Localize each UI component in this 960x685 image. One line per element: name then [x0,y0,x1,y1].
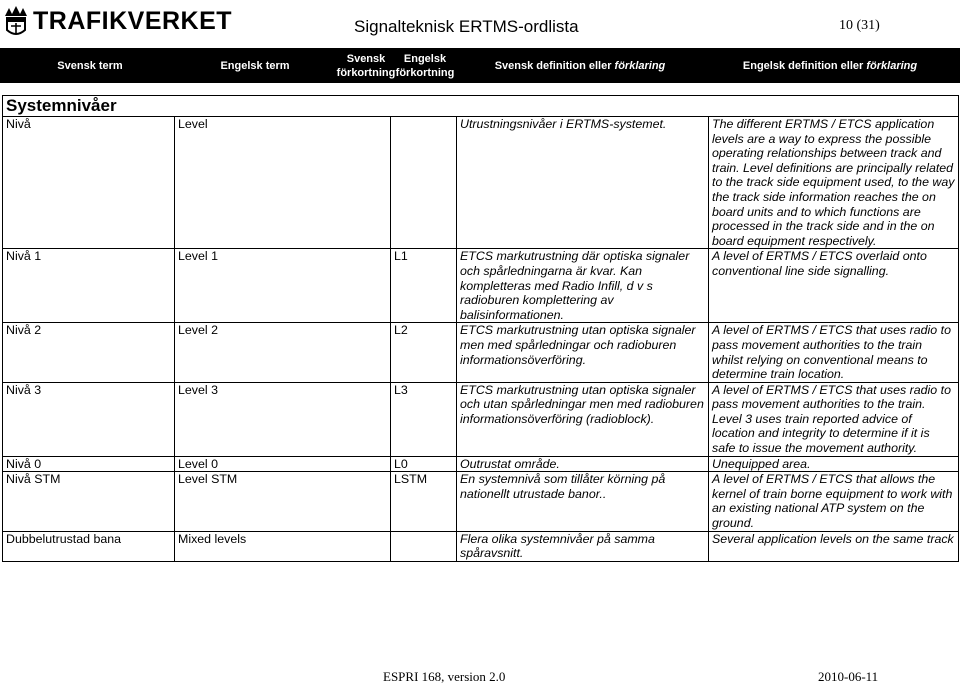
cell-abbr [391,531,457,561]
cell-sv-def: Utrustningsnivåer i ERTMS-systemet. [457,117,709,249]
cell-sv-def: ETCS markutrustning utan optiska signaler och utan spårledningar men med radioburen informationsöverföring (radioblock). [457,382,709,456]
col-svensk-forkortning-l2: förkortning [336,67,396,79]
section-row [3,96,959,117]
cell-en-term: Mixed levels [175,531,391,561]
cell-en-term: Level 1 [175,249,391,323]
cell-sv-term: Nivå 3 [3,382,175,456]
col-engelsk-definition-a: Engelsk definition eller [742,60,867,72]
cell-sv-term: Nivå [3,117,175,249]
column-header-bar [0,48,960,83]
cell-en-term: Level [175,117,391,249]
cell-abbr: L0 [391,456,457,472]
cell-en-def: Unequipped area. [709,456,959,472]
cell-abbr: L2 [391,323,457,382]
crown-icon [3,4,29,38]
table-row [3,117,959,249]
col-svensk-definition-a: Svensk definition eller [494,60,615,72]
page-number: 10 (31) [839,18,880,33]
cell-en-term: Level 0 [175,456,391,472]
cell-en-def: The different ERTMS / ETCS application levels are a way to express the possible operating relationships between track and train. Level definitions are principally related to the track side equipment used, to the way the track side information reaches the on board units and to which functions are processed in the track side and in the on board equipment respectively. [709,117,959,249]
cell-sv-term: Nivå STM [3,472,175,531]
trafikverket-logo [3,2,232,40]
section-title: Systemnivåer [3,96,959,117]
table-row [3,249,959,323]
cell-sv-def: Flera olika systemnivåer på samma spåravsnitt. [457,531,709,561]
col-engelsk-forkortning-l1: Engelsk [403,53,447,65]
table-row [3,456,959,472]
col-engelsk-definition [730,60,930,72]
cell-en-term: Level STM [175,472,391,531]
glossary-table [2,95,959,562]
document-title: Signalteknisk ERTMS-ordlista [354,17,579,36]
cell-sv-term: Dubbelutrustad bana [3,531,175,561]
col-engelsk-term: Engelsk term [220,60,290,72]
cell-sv-def: Outrustat område. [457,456,709,472]
col-engelsk-definition-b: förklaring [866,60,918,72]
col-svensk-term: Svensk term [57,60,123,72]
cell-en-def: A level of ERTMS / ETCS overlaid onto conventional line side signalling. [709,249,959,323]
col-engelsk-forkortning [392,52,458,80]
cell-sv-term: Nivå 1 [3,249,175,323]
col-svensk-definition-b: förklaring [614,60,666,72]
cell-en-term: Level 2 [175,323,391,382]
col-engelsk-forkortning-l2: förkortning [395,67,455,79]
cell-sv-def: En systemnivå som tillåter körning på nationellt utrustade banor.. [457,472,709,531]
cell-en-def: A level of ERTMS / ETCS that allows the kernel of train borne equipment to work with an existing national ATP system on the ground. [709,472,959,531]
cell-en-def: A level of ERTMS / ETCS that uses radio to pass movement authorities to the train. Level 3 uses train reported advice of location and integrity to determine if it is safe to issue the movement authority. [709,382,959,456]
table-row [3,323,959,382]
cell-en-def: A level of ERTMS / ETCS that uses radio to pass movement authorities to the train whilst relying on conventional means to determine train location. [709,323,959,382]
cell-sv-term: Nivå 0 [3,456,175,472]
cell-sv-term: Nivå 2 [3,323,175,382]
cell-abbr [391,117,457,249]
footer-date: 2010-06-11 [818,669,879,684]
cell-abbr: L3 [391,382,457,456]
cell-abbr: LSTM [391,472,457,531]
cell-sv-def: ETCS markutrustning där optiska signaler och spårledningarna är kvar. Kan kompletteras med Radio Infill, d v s radioburen komplettering av balisinformationen. [457,249,709,323]
cell-en-term: Level 3 [175,382,391,456]
col-svensk-definition [480,60,680,72]
cell-abbr: L1 [391,249,457,323]
table-row [3,382,959,456]
logo-text: TRAFIKVERKET [33,7,233,35]
col-svensk-forkortning-l1: Svensk [346,53,386,65]
table-row [3,472,959,531]
col-svensk-forkortning [333,52,399,80]
cell-en-def: Several application levels on the same track [709,531,959,561]
footer-document-id: ESPRI 168, version 2.0 [383,669,506,684]
table-row [3,531,959,561]
cell-sv-def: ETCS markutrustning utan optiska signaler men med spårledningar och radioburen informationsöverföring. [457,323,709,382]
